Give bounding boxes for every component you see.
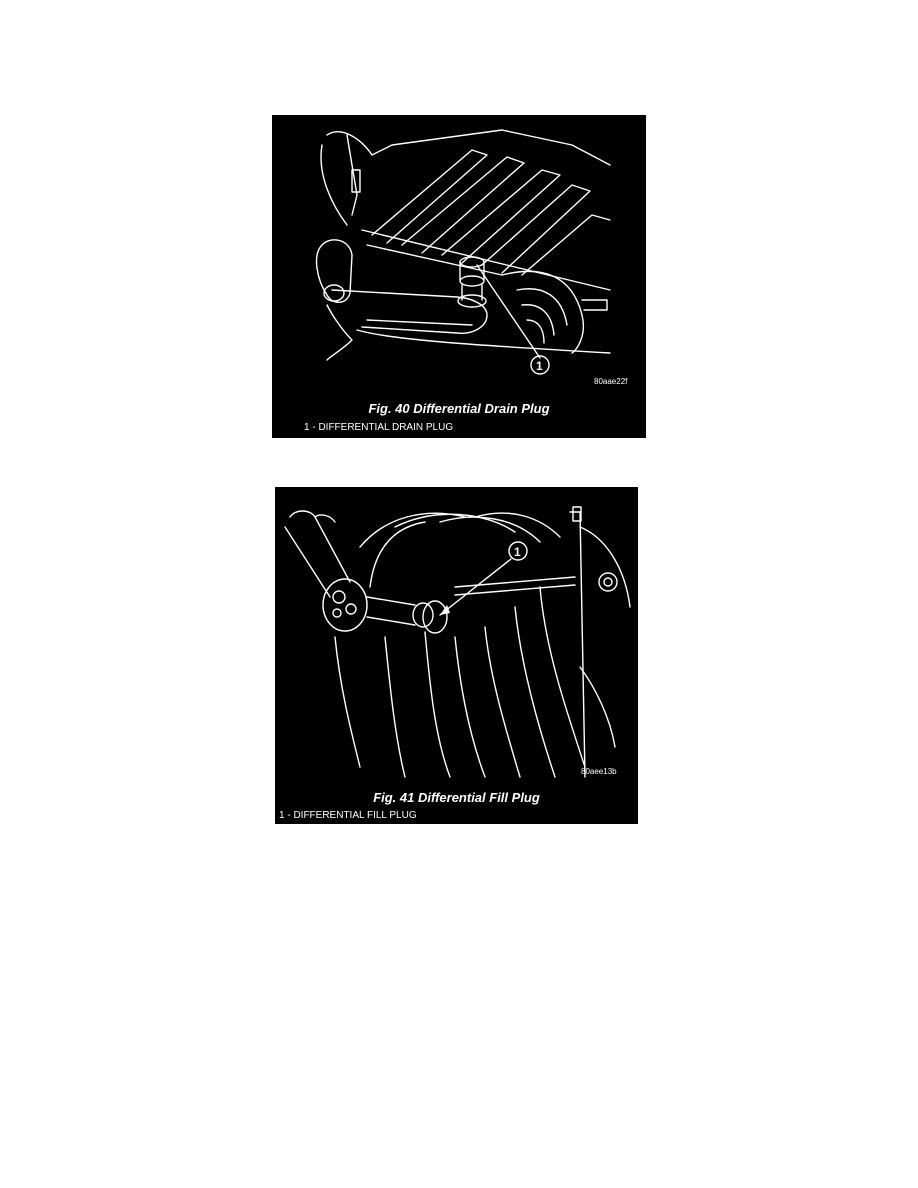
image-code: 80aae22f — [594, 377, 628, 386]
image-code: 80aee13b — [581, 767, 617, 776]
figure-legend: 1 - DIFFERENTIAL FILL PLUG — [279, 810, 417, 821]
figure-legend: 1 - DIFFERENTIAL DRAIN PLUG — [304, 422, 454, 433]
callout-number: 1 — [536, 359, 543, 373]
callout-number: 1 — [514, 545, 521, 559]
drain-plug-illustration — [272, 115, 646, 415]
figure-40-drain-plug — [272, 115, 646, 438]
figure-caption: Fig. 41 Differential Fill Plug — [373, 790, 540, 805]
figure-41-fill-plug — [275, 487, 638, 824]
figure-caption: Fig. 40 Differential Drain Plug — [368, 401, 550, 416]
fill-plug-illustration — [275, 487, 638, 787]
